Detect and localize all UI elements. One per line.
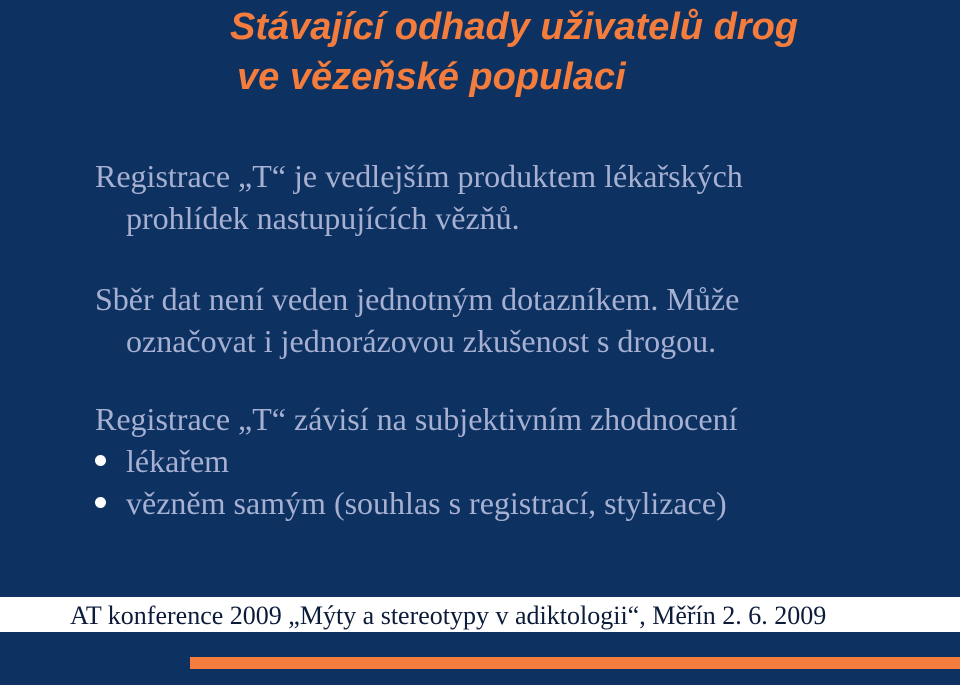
bullet-list — [95, 440, 935, 524]
paragraph-line: Sběr dat není veden jednotným dotazníkem. Může — [95, 281, 740, 317]
bullet-item-label: lékařem — [126, 443, 230, 479]
paragraph-line: Registrace „T“ závisí na subjektivním zhodnocení — [95, 401, 738, 437]
paragraph-subjective-evaluation — [95, 398, 935, 440]
bullet-dot-icon — [95, 497, 106, 508]
slide-title-line-2: ve vězeňské populaci — [237, 56, 626, 98]
bullet-item-prisoner — [95, 482, 935, 524]
paragraph-registration-byproduct — [95, 155, 935, 239]
footer-text: AT konference 2009 „Mýty a stereotypy v adiktologii“, Měřín 2. 6. 2009 — [70, 601, 827, 630]
bullet-dot-icon — [95, 455, 106, 466]
paragraph-line: Registrace „T“ je vedlejším produktem lékařských — [95, 158, 743, 194]
paragraph-line: prohlídek nastupujících vězňů. — [126, 200, 520, 236]
paragraph-data-collection — [95, 278, 935, 362]
bullet-item-physician — [95, 440, 935, 482]
accent-bar — [190, 657, 960, 669]
slide-title-line-1: Stávající odhady uživatelů drog — [229, 6, 798, 48]
paragraph-line: označovat i jednorázovou zkušenost s drogou. — [126, 323, 717, 359]
slide-title — [114, 2, 914, 102]
bullet-item-label: vězněm samým (souhlas s registrací, stylizace) — [126, 485, 727, 521]
